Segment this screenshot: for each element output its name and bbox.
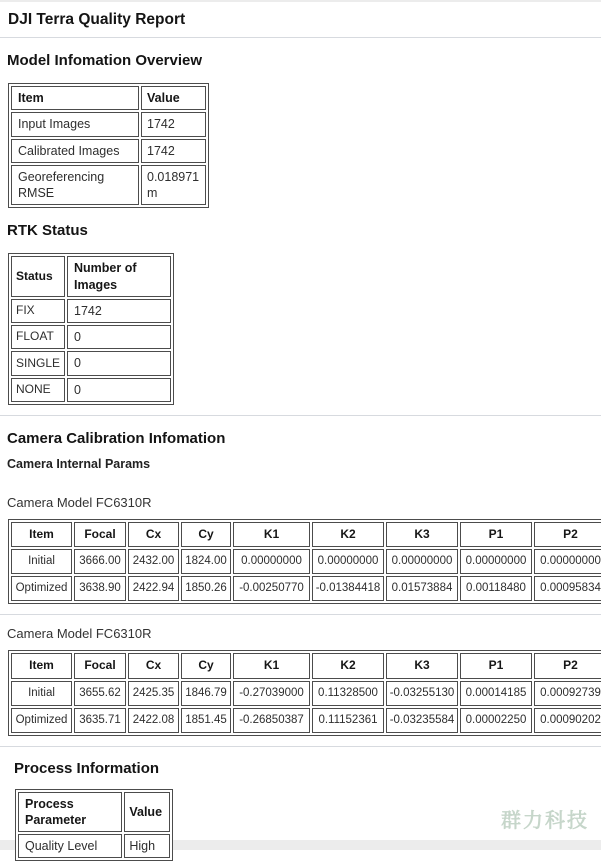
table-header-row (18, 792, 170, 833)
table-cell: 0.00000000 (386, 549, 458, 574)
table-cell: High (124, 834, 170, 858)
table-row-optimized (11, 708, 601, 733)
camera-model-label: Camera Model FC6310R (7, 626, 152, 642)
divider (0, 37, 601, 38)
table-cell: 3638.90 (74, 576, 126, 601)
table-cell: 1846.79 (181, 681, 231, 706)
column-header-k2: K2 (312, 522, 384, 548)
table-cell: -0.27039000 (233, 681, 310, 706)
table-row (11, 165, 206, 206)
column-header-k3: K3 (386, 653, 458, 679)
table-cell: 0.00092739 (534, 681, 601, 706)
page-title: DJI Terra Quality Report (8, 11, 186, 28)
table-cell: 0.01573884 (386, 576, 458, 601)
table-cell: 1850.26 (181, 576, 231, 601)
divider (0, 746, 601, 747)
column-header-focal: Focal (74, 653, 126, 679)
table-cell: 0.00090202 (534, 708, 601, 733)
camera-params-table-1 (8, 519, 601, 604)
table-cell: 1742 (67, 299, 171, 323)
camera-params-table-2 (8, 650, 601, 735)
table-cell: -0.26850387 (233, 708, 310, 733)
table-cell: 0.11152361 (312, 708, 384, 733)
table-row (11, 139, 206, 163)
table-cell: 0.00014185 (460, 681, 532, 706)
camera-model-label: Camera Model FC6310R (7, 494, 152, 510)
table-cell: 0 (67, 351, 171, 375)
table-cell: -0.01384418 (312, 576, 384, 601)
table-row-optimized (11, 576, 601, 601)
table-header-row (11, 522, 601, 548)
table-cell: FIX (11, 299, 65, 323)
column-header-item: Item (11, 522, 72, 548)
table-cell: Optimized (11, 576, 72, 601)
table-cell: 0.00000000 (534, 549, 601, 574)
table-cell: 2425.35 (128, 681, 179, 706)
table-cell: 0.00002250 (460, 708, 532, 733)
table-header-row (11, 653, 601, 679)
table-row (11, 325, 171, 349)
table-cell: 0.00095834 (534, 576, 601, 601)
table-cell: 0.00000000 (460, 549, 532, 574)
table-cell: Calibrated Images (11, 139, 139, 163)
watermark-text: 群力科技 (501, 810, 589, 832)
model-overview-table (8, 83, 209, 208)
table-cell: 2432.00 (128, 549, 179, 574)
report-page (0, 2, 601, 861)
table-cell: 0.018971 m (141, 165, 206, 206)
table-cell: -0.00250770 (233, 576, 310, 601)
table-cell: Quality Level (18, 834, 122, 858)
divider (0, 614, 601, 615)
divider (0, 415, 601, 416)
process-information-table (15, 789, 173, 861)
table-cell: 0.00000000 (233, 549, 310, 574)
table-cell: 0.11328500 (312, 681, 384, 706)
column-header-cy: Cy (181, 522, 231, 548)
table-cell: 0.00118480 (460, 576, 532, 601)
table-cell: 0.00000000 (312, 549, 384, 574)
column-header-process-parameter: Process Parameter (18, 792, 122, 833)
column-header-item: Item (11, 86, 139, 110)
column-header-cx: Cx (128, 653, 179, 679)
table-cell: 0 (67, 378, 171, 402)
table-cell: Input Images (11, 112, 139, 136)
rtk-status-table (8, 253, 174, 405)
table-cell: SINGLE (11, 351, 65, 375)
table-row-initial (11, 549, 601, 574)
column-header-p1: P1 (460, 522, 532, 548)
table-cell: Optimized (11, 708, 72, 733)
column-header-p2: P2 (534, 653, 601, 679)
table-row (18, 834, 170, 858)
table-cell: 3635.71 (74, 708, 126, 733)
column-header-p2: P2 (534, 522, 601, 548)
column-header-k2: K2 (312, 653, 384, 679)
column-header-k3: K3 (386, 522, 458, 548)
section-heading-model-overview: Model Infomation Overview (7, 52, 203, 69)
table-cell: -0.03255130 (386, 681, 458, 706)
table-header-row (11, 256, 171, 297)
table-cell: Georeferencing RMSE (11, 165, 139, 206)
section-heading-camera-calibration: Camera Calibration Infomation (7, 429, 226, 447)
column-header-number-of-images: Number of Images (67, 256, 171, 297)
table-cell: FLOAT (11, 325, 65, 349)
column-header-cx: Cx (128, 522, 179, 548)
section-heading-rtk-status: RTK Status (7, 222, 88, 240)
column-header-k1: K1 (233, 653, 310, 679)
table-cell: 0 (67, 325, 171, 349)
table-cell: 2422.94 (128, 576, 179, 601)
column-header-item: Item (11, 653, 72, 679)
column-header-cy: Cy (181, 653, 231, 679)
column-header-k1: K1 (233, 522, 310, 548)
column-header-focal: Focal (74, 522, 126, 548)
table-cell: -0.03235584 (386, 708, 458, 733)
column-header-value: Value (124, 792, 170, 833)
table-cell: Initial (11, 681, 72, 706)
table-cell: 3655.62 (74, 681, 126, 706)
column-header-status: Status (11, 256, 65, 297)
table-cell: Initial (11, 549, 72, 574)
table-row (11, 351, 171, 375)
table-cell: 1824.00 (181, 549, 231, 574)
table-row-initial (11, 681, 601, 706)
table-cell: 2422.08 (128, 708, 179, 733)
table-row (11, 299, 171, 323)
table-cell: 1742 (141, 139, 206, 163)
table-header-row (11, 86, 206, 110)
table-cell: 1851.45 (181, 708, 231, 733)
sub-heading-camera-internal-params: Camera Internal Params (7, 456, 151, 471)
column-header-value: Value (141, 86, 206, 110)
table-cell: 1742 (141, 112, 206, 136)
table-cell: NONE (11, 378, 65, 402)
table-row (11, 378, 171, 402)
table-row (11, 112, 206, 136)
section-heading-process-information: Process Information (14, 759, 160, 777)
table-cell: 3666.00 (74, 549, 126, 574)
column-header-p1: P1 (460, 653, 532, 679)
